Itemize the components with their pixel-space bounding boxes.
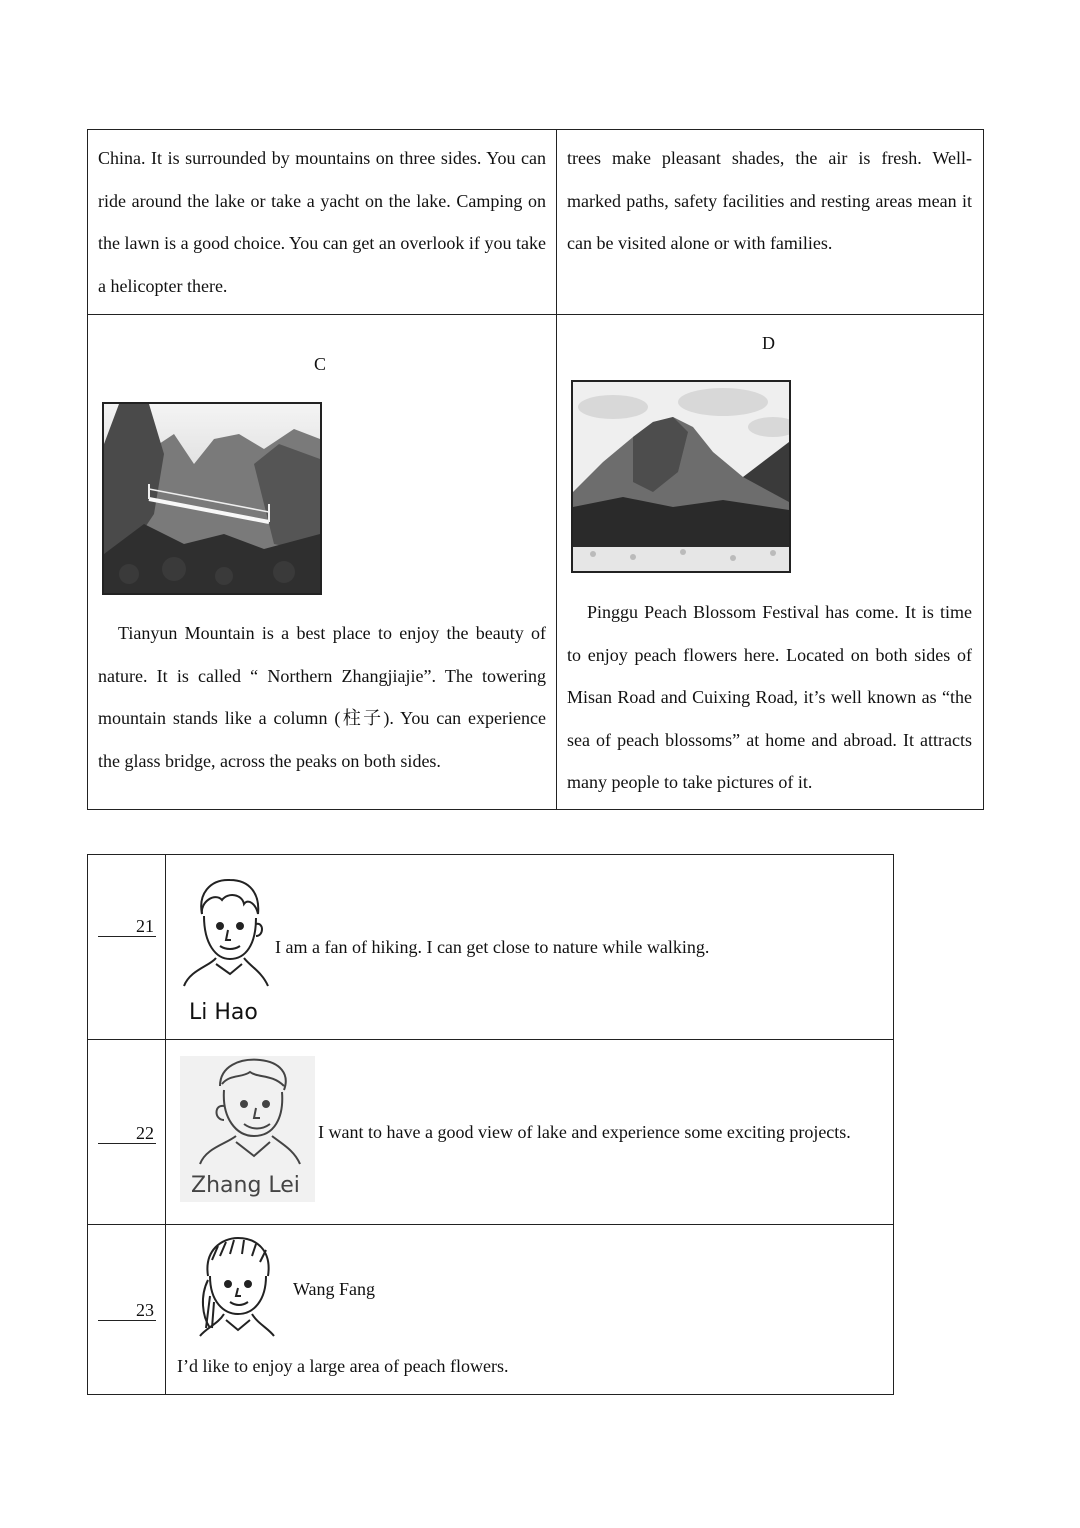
- passage-d-letter: D: [762, 333, 775, 353]
- li-hao-cartoon: [180, 874, 275, 989]
- li-hao-statement: I am a fan of hiking. I can get close to nature while walking.: [275, 937, 710, 957]
- wang-fang-name: Wang Fang: [293, 1279, 376, 1299]
- pinggu-peach-photo: [571, 380, 791, 573]
- matching-divider-1: [87, 1039, 894, 1040]
- wang-fang-statement: I’d like to enjoy a large area of peach flowers.: [177, 1356, 509, 1376]
- passage-c-text: Tianyun Mountain is a best place to enjoy the beauty of nature. It is called “ Northern Zhangjiajie”. The towering mountain stands like a column (柱子). You can experience the glass bridge, across the peaks on both sides.: [98, 623, 546, 771]
- table-divider-vertical: [556, 129, 557, 810]
- zhang-lei-name: Zhang Lei: [191, 1173, 300, 1198]
- passage-c-letter: C: [314, 354, 327, 374]
- li-hao-name: Li Hao: [189, 1000, 258, 1025]
- passage-a-continued: trees make pleasant shades, the air is fresh. Well-marked paths, safety facilities and resting areas mean it can be visited alone or with families.: [567, 148, 972, 253]
- question-number-21: 21: [98, 916, 156, 937]
- matching-divider-vertical: [165, 854, 166, 1395]
- wang-fang-cartoon: [196, 1236, 278, 1338]
- zhang-lei-statement: I want to have a good view of lake and experience some exciting projects.: [318, 1122, 851, 1142]
- question-number-23: 23: [98, 1300, 156, 1321]
- question-number-22: 22: [98, 1123, 156, 1144]
- table-divider-horizontal: [87, 314, 984, 315]
- tianyun-mountain-photo: [102, 402, 322, 595]
- passage-d-text: Pinggu Peach Blossom Festival has come. It is time to enjoy peach flowers here. Located on both sides of Misan Road and Cuixing Road, it’s well known as “the sea of peach blossoms” at home and abroad. It attracts many people to take pictures of it.: [567, 602, 972, 792]
- matching-divider-2: [87, 1224, 894, 1225]
- passage-b-continued: China. It is surrounded by mountains on three sides. You can ride around the lake or take a yacht on the lake. Camping on the lawn is a good choice. You can get an overlook if you take a helicopter there.: [98, 148, 546, 296]
